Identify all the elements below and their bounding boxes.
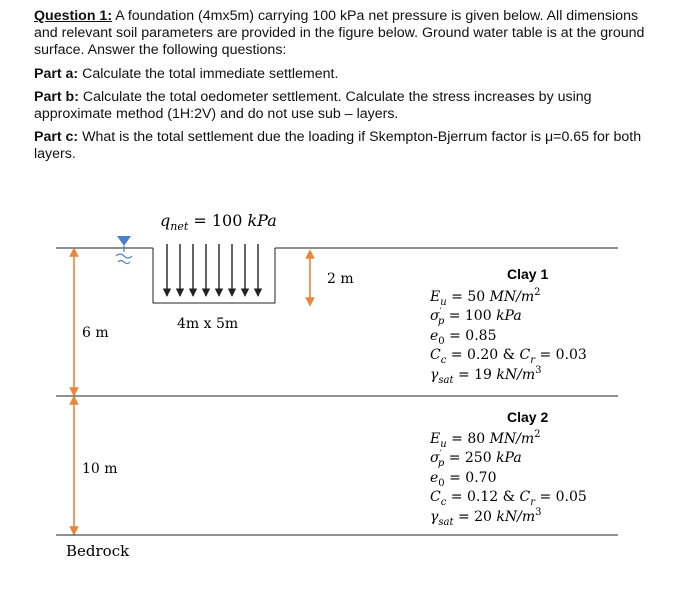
part-b-label: Part b: <box>34 89 79 105</box>
part-c-text: What is the total settlement due the loading if Skempton-Bjerrum factor is μ=0.65 for both layers. <box>34 129 642 162</box>
depth-6m-label: 6 m <box>82 325 109 341</box>
clay2-cc-cr: $C_c = 0.12$ & $C_r = 0.05$ <box>430 489 587 508</box>
part-a-text: Calculate the total immediate settlement. <box>78 66 339 82</box>
part-b-text: Calculate the total oedometer settlement. Calculate the stress increases by using approximate method (1H:2V) and do not use sub – layers. <box>34 89 592 122</box>
clay2-title: Clay 2 <box>507 409 549 425</box>
q-net-unit: kPa <box>247 211 277 230</box>
clay1-title: Clay 1 <box>507 266 549 282</box>
bedrock-label: Bedrock <box>66 542 130 560</box>
depth-2m-label: 2 m <box>327 271 354 287</box>
clay1-sigma-p: σ′ p = 100 kPa <box>430 307 522 327</box>
depth-10m-label: 10 m <box>82 461 118 477</box>
clay1-cc-cr: $C_c = 0.20$ & $C_r = 0.03$ <box>430 347 587 366</box>
clay1-gamma-sat: $\gamma_{sat} = 19$ $kN/m^3$ <box>430 365 542 386</box>
clay2-eu: $E_u = 80$ $MN/m^2$ <box>430 429 541 450</box>
q-net-symbol: q <box>160 211 171 230</box>
clay2-gamma-sat: $\gamma_{sat} = 20$ $kN/m^3$ <box>430 507 542 528</box>
foundation-outline <box>153 248 275 303</box>
clay1-parameters <box>429 266 587 386</box>
clay2-sigma-p: σ′ p = 250 kPa <box>430 449 522 469</box>
clay1-e0: $e_0 = 0.85$ <box>430 328 497 347</box>
q-net-label <box>160 211 277 233</box>
part-a-label: Part a: <box>34 66 79 82</box>
clay2-parameters <box>429 409 587 528</box>
q-net-value: = 100 <box>188 211 248 230</box>
load-arrows <box>167 244 258 296</box>
clay1-eu: $E_u = 50$ $MN/m^2$ <box>430 287 541 308</box>
clay2-e0: $e_0 = 0.70$ <box>430 470 497 489</box>
question-heading: Question 1: <box>34 8 113 24</box>
water-table-icon <box>116 236 132 264</box>
q-net-subscript: net <box>170 220 189 233</box>
part-c-label: Part c: <box>34 129 79 145</box>
question-text: A foundation (4mx5m) carrying 100 kPa net pressure is given below. All dimensions and relevant soil parameters are provided in the figure below. Ground water table is at the ground surface. Answer the following questions: <box>34 8 645 58</box>
foundation-size-label: 4m x 5m <box>177 316 239 332</box>
